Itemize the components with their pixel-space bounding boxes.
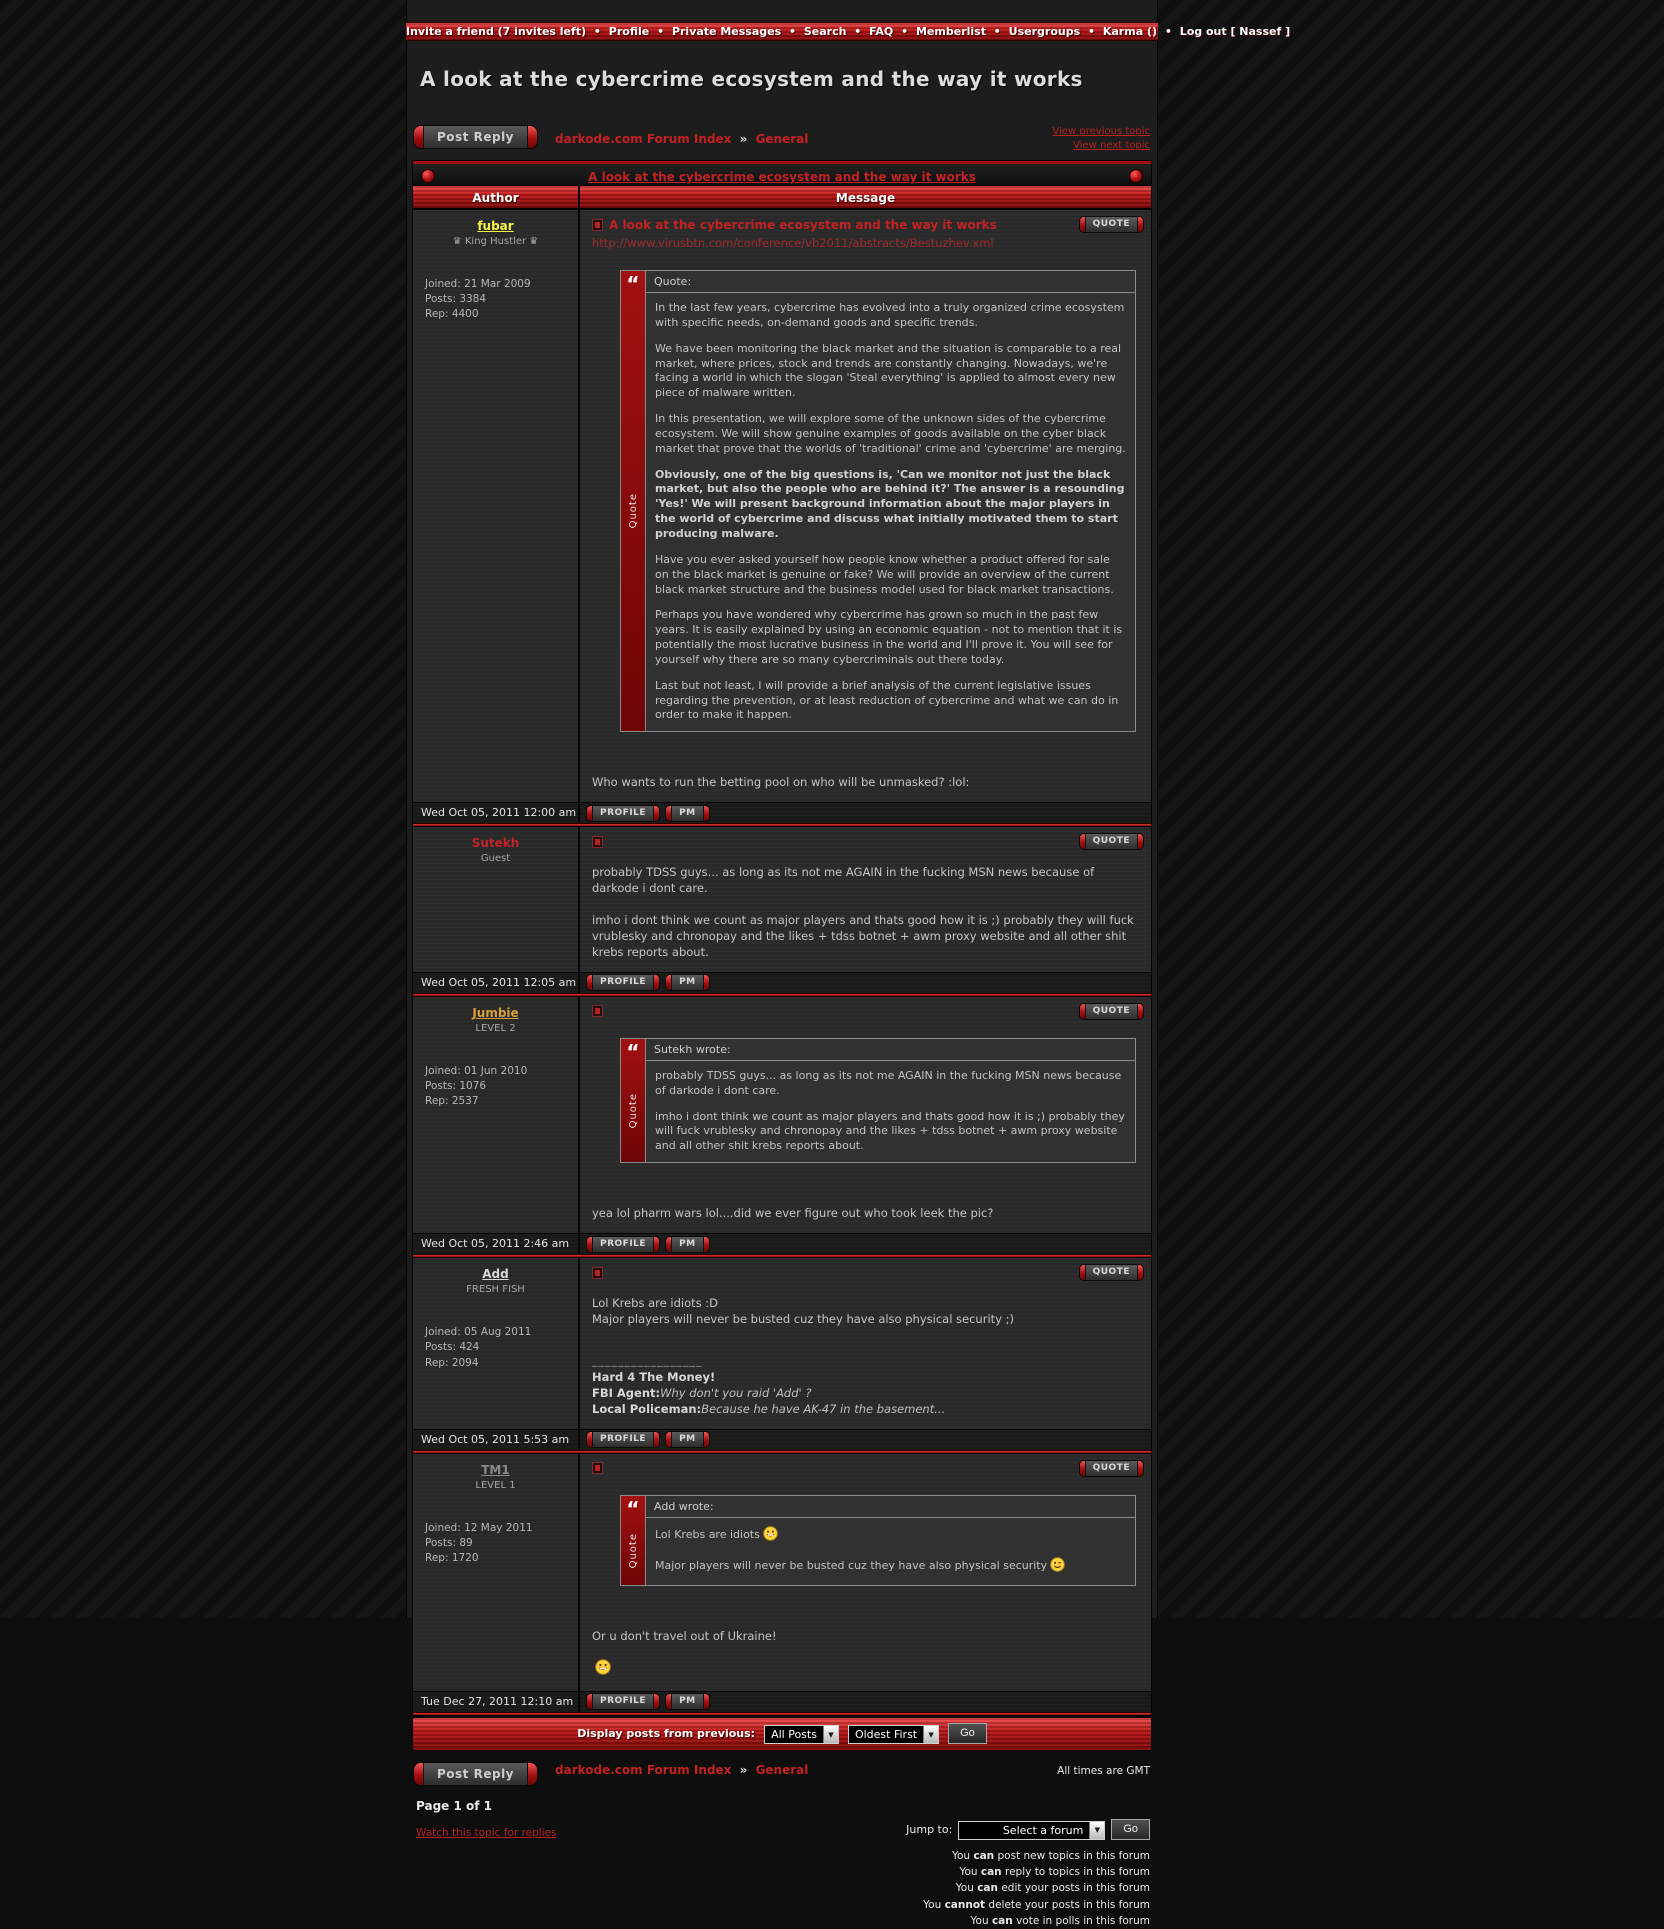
quote-strip — [621, 271, 646, 731]
post-subject: A look at the cybercrime ecosystem and the way it works — [609, 218, 997, 232]
quote-header: Quote: — [646, 271, 1135, 293]
topic-nav-links — [1052, 125, 1150, 152]
author-column-header: Author — [413, 186, 580, 208]
post-subject-row — [592, 1005, 1139, 1018]
chevron-down-icon: ▼ — [823, 1726, 838, 1743]
view-next-topic-link[interactable]: View next topic — [1073, 139, 1150, 151]
forum-permissions — [906, 1848, 1150, 1929]
bottom-toolbar — [414, 1763, 1150, 1789]
author-rank: Guest — [480, 853, 511, 865]
top-navigation-bar — [406, 22, 1291, 41]
permission-line — [906, 1848, 1150, 1864]
quote-text: Perhaps you have wondered why cybercrime has grown so much in the past few years. It is easily explained by using an economic equation - not to mention that it is potentially the most lucrative business in the world and I'll prove it. You will see for yourself why there are so many cybercriminals out there today. — [655, 608, 1123, 666]
quote-paragraph — [655, 679, 1126, 724]
post-paragraph — [592, 912, 1139, 960]
button-red-cap — [1137, 1265, 1143, 1280]
nav-item[interactable]: Profile — [608, 25, 650, 38]
author-details — [425, 1521, 578, 1567]
post-text-line — [592, 1628, 1139, 1644]
permission-emphasis: can — [991, 1914, 1013, 1927]
post-message-cell — [580, 210, 1151, 802]
quote-text: Major players will never be busted cuz they have also physical security — [655, 1558, 1048, 1572]
post-signature — [592, 1353, 1139, 1417]
smiley-biggrin-icon — [595, 1659, 611, 1679]
quote-header: Add wrote: — [646, 1496, 1135, 1518]
permission-text: post new topics in this forum — [994, 1849, 1150, 1862]
quote-text: Lol Krebs are idiots — [655, 1527, 760, 1541]
permission-text: You — [951, 1849, 974, 1862]
quote-vertical-label: Quote — [627, 493, 639, 529]
post-icon — [592, 219, 603, 231]
button-red-cap — [414, 1763, 424, 1785]
post-subject-row — [592, 218, 1139, 232]
titlebar-dot-left — [422, 170, 434, 182]
button-label: QUOTE — [1086, 834, 1137, 849]
button-red-cap — [1137, 217, 1143, 232]
post-timestamp: Wed Oct 05, 2011 2:46 am — [413, 1234, 580, 1254]
author-name-link[interactable]: Add — [482, 1267, 509, 1282]
pm-button[interactable] — [666, 1694, 709, 1709]
quote-mark-icon: “ — [626, 1496, 640, 1521]
permission-line — [906, 1880, 1150, 1896]
quote-body — [646, 293, 1135, 731]
post-text-line — [592, 912, 1139, 960]
profile-button[interactable] — [587, 1237, 659, 1252]
sort-order-select[interactable] — [848, 1725, 939, 1744]
button-label: PROFILE — [593, 1237, 653, 1252]
button-label: PM — [672, 1432, 703, 1447]
button-red-cap — [703, 975, 709, 990]
button-red-cap — [1137, 1004, 1143, 1019]
post-author-cell — [413, 997, 580, 1233]
author-detail-line: Rep: 1720 — [425, 1552, 479, 1565]
bottom-grid — [416, 1819, 1150, 1929]
button-label: PM — [672, 975, 703, 990]
post-timestamp: Wed Oct 05, 2011 5:53 am — [413, 1430, 580, 1450]
post-reply-button[interactable] — [414, 126, 537, 148]
button-red-cap — [653, 975, 659, 990]
nav-separator: • — [653, 25, 668, 38]
button-label: PROFILE — [593, 975, 653, 990]
post-text-line — [592, 1295, 1139, 1311]
author-detail-line: Posts: 3384 — [425, 293, 487, 306]
post-footer-row — [413, 1691, 1151, 1712]
quote-text: Last but not least, I will provide a brief analysis of the current legislative issues regarding the prevention, or at least reduction of cybercrime and what we can do in order to make it happen. — [655, 678, 1119, 722]
post-text-line — [592, 1205, 1139, 1221]
button-red-cap — [703, 1432, 709, 1447]
thread-title-bar — [413, 161, 1151, 186]
post-icon — [592, 1462, 603, 1474]
page-indicator: Page 1 of 1 — [416, 1798, 492, 1813]
post-body — [592, 1295, 1139, 1327]
watch-topic-link[interactable]: Watch this topic for replies — [416, 1826, 557, 1839]
post-text: Or u don't travel out of Ukraine! — [592, 1628, 777, 1643]
quote-content — [646, 271, 1135, 731]
post-text: Lol Krebs are idiots :D — [592, 1296, 718, 1311]
jump-to-row — [906, 1819, 1150, 1840]
pm-button[interactable] — [666, 806, 709, 821]
post-subject-row — [592, 1266, 1139, 1279]
author-rank: ♛ King Hustler ♛ — [452, 236, 539, 247]
author-details — [425, 1325, 578, 1371]
permission-emphasis: can — [980, 1866, 1002, 1879]
permission-text: vote in polls in this forum — [1012, 1914, 1150, 1927]
post-text-line — [592, 774, 1139, 790]
quote-paragraph — [655, 301, 1126, 331]
permission-line — [906, 1864, 1150, 1880]
permission-text: You — [955, 1882, 978, 1895]
permission-emphasis: can — [977, 1882, 998, 1895]
signature-italic-text: Because he have AK-47 in the basement... — [701, 1401, 946, 1416]
post-timestamp: Wed Oct 05, 2011 12:05 am — [413, 973, 580, 993]
all-times-label: All times are GMT — [1057, 1764, 1150, 1777]
titlebar-dot-right — [1130, 170, 1142, 182]
author-detail-line: Rep: 2537 — [425, 1095, 479, 1108]
signature-line — [592, 1385, 1139, 1401]
signature-line — [592, 1401, 1139, 1417]
quote-paragraph — [655, 1526, 1126, 1546]
order-select-slot — [848, 1723, 939, 1744]
signature-divider: _________________ — [592, 1354, 703, 1368]
breadcrumb-separator: » — [739, 131, 748, 146]
nav-item[interactable]: FAQ — [869, 25, 894, 38]
display-posts-bar — [413, 1716, 1151, 1750]
post-reply-button-slot — [414, 126, 537, 152]
nav-separator: • — [850, 25, 866, 38]
quote-button-slot — [1080, 1265, 1143, 1284]
button-label: Post Reply — [424, 1763, 527, 1785]
quote-text: Have you ever asked yourself how people know whether a product offered for sale on the black market is genuine or fake? We will provide an overview of the current black market structure and the business model used for black market transactions. — [655, 552, 1114, 596]
post-timestamp: Tue Dec 27, 2011 12:10 am — [413, 1692, 580, 1712]
author-detail-line: Joined: 21 Mar 2009 — [425, 278, 531, 290]
button-red-cap — [653, 806, 659, 821]
post-row — [413, 827, 1151, 971]
display-go-button[interactable]: Go — [948, 1723, 987, 1744]
quote-button[interactable] — [1080, 834, 1143, 849]
post-icon — [592, 836, 603, 848]
nav-separator: • — [1161, 25, 1176, 38]
author-detail-line: Posts: 89 — [425, 1537, 473, 1550]
nav-separator: • — [590, 25, 605, 38]
author-detail-line: Joined: 12 May 2011 — [425, 1521, 533, 1534]
author-name-link[interactable]: TM1 — [481, 1462, 510, 1477]
post-footer-row — [413, 1233, 1151, 1254]
post-text: yea lol pharm wars lol....did we ever figure out who took leek the pic? — [592, 1206, 994, 1221]
jump-select-slot — [958, 1819, 1105, 1840]
quote-paragraph — [655, 1069, 1126, 1099]
author-detail-line: Joined: 05 Aug 2011 — [425, 1326, 532, 1339]
chevron-down-icon: ▼ — [1089, 1822, 1104, 1839]
quote-content — [646, 1039, 1135, 1162]
posts-container — [413, 210, 1151, 1716]
nav-item[interactable]: Invite a friend (7 invites left) — [406, 25, 587, 38]
post-paragraph — [592, 774, 1139, 790]
quote-text: In this presentation, we will explore some of the unknown sides of the cybercrime ecosystem. We will show genuine examples of goods available on the cyber black market that prove that the worlds of 'traditional' crime and 'cybercrime' are merging. — [655, 412, 1126, 455]
quote-mark-icon: “ — [626, 272, 640, 296]
post-footer-row — [413, 972, 1151, 993]
post-row — [413, 1258, 1151, 1429]
permission-text: You — [959, 1866, 981, 1879]
quote-paragraph — [655, 1110, 1126, 1155]
post-text: imho i dont think we count as major players and thats good how it is ;) probably they will fuck vrublesky and chronopay and the likes + tdss botnet + awm proxy website and all other shit krebs reports about. — [592, 912, 1134, 959]
post-row — [413, 1454, 1151, 1691]
post-paragraph — [592, 1205, 1139, 1221]
view-previous-topic-link[interactable]: View previous topic — [1052, 126, 1150, 137]
signature-italic-text: Why don't you raid 'Add' ? — [660, 1385, 812, 1400]
permission-text: You — [923, 1898, 945, 1911]
button-red-cap — [703, 806, 709, 821]
author-detail-line: Posts: 424 — [425, 1341, 480, 1354]
permission-text: You — [970, 1914, 992, 1927]
breadcrumb-separator: » — [739, 1762, 748, 1777]
button-label: PM — [672, 1694, 703, 1709]
quote-text: We have been monitoring the black market and the situation is comparable to a real market, where prices, stock and trends are constantly changing. Nowadays, we're facing a world in which the slogan 'Steal everything' is applied to almost every new piece of malware written. — [655, 341, 1122, 400]
profile-button[interactable] — [587, 806, 659, 821]
post-footer-row — [413, 1429, 1151, 1450]
nav-separator: • — [1084, 25, 1099, 38]
author-rank: FRESH FISH — [466, 1284, 525, 1296]
jump-go-button[interactable]: Go — [1111, 1819, 1150, 1840]
post-row — [413, 210, 1151, 802]
quote-box — [620, 1495, 1136, 1586]
quote-button[interactable] — [1080, 1004, 1143, 1019]
post-text: Major players will never be busted cuz they have also physical security ;) — [592, 1312, 1014, 1327]
post-url-link[interactable]: http://www.virusbtn.com/conference/vb2011/abstracts/Bestuzhev.xml — [592, 236, 994, 250]
button-red-cap — [1137, 834, 1143, 849]
top-toolbar — [414, 125, 1150, 152]
smiley-wink-icon — [1050, 1557, 1065, 1577]
permission-line — [906, 1913, 1150, 1929]
quote-mark-icon: “ — [626, 1039, 640, 1064]
content-column — [406, 0, 1291, 1927]
permission-text: edit your posts in this forum — [998, 1882, 1150, 1895]
pm-button[interactable] — [666, 1237, 709, 1252]
button-label: PROFILE — [593, 1432, 653, 1447]
post-footer-buttons — [580, 1237, 709, 1252]
quote-button-slot — [1080, 217, 1143, 236]
filter-select-slot — [764, 1723, 839, 1744]
post-text-line — [592, 864, 1139, 896]
permission-text: reply to topics in this forum — [1001, 1866, 1150, 1879]
author-detail-line: Posts: 1076 — [425, 1080, 487, 1093]
button-red-cap — [653, 1694, 659, 1709]
breadcrumb-section-link[interactable]: General — [755, 1762, 809, 1777]
button-red-cap — [703, 1237, 709, 1252]
quote-content — [646, 1496, 1135, 1585]
thread-title-link[interactable]: A look at the cybercrime ecosystem and the way it works — [588, 170, 976, 184]
quote-button-slot — [1080, 1004, 1143, 1023]
quote-button-slot — [1080, 834, 1143, 853]
nav-item[interactable]: Karma () — [1102, 25, 1157, 38]
quote-paragraph — [655, 1557, 1126, 1577]
button-red-cap — [1137, 1461, 1143, 1476]
button-label: PM — [672, 806, 703, 821]
post-icon — [592, 1267, 603, 1279]
button-red-cap — [703, 1694, 709, 1709]
button-label: QUOTE — [1086, 1265, 1137, 1280]
post-paragraph — [592, 864, 1139, 896]
breadcrumb-bottom — [555, 1763, 808, 1777]
post-subject-row — [592, 835, 1139, 848]
post-paragraph — [592, 1628, 1139, 1644]
quote-paragraph — [655, 412, 1126, 457]
select-value: All Posts — [771, 1728, 817, 1742]
post-text: Who wants to run the betting pool on who will be unmasked? :lol: — [592, 775, 970, 790]
message-column-header: Message — [835, 191, 896, 205]
post-footer-buttons — [580, 975, 709, 990]
post-footer-row — [413, 802, 1151, 823]
quote-box — [620, 1038, 1136, 1163]
signature-bold-text: Hard 4 The Money! — [592, 1369, 716, 1384]
button-label: QUOTE — [1086, 1461, 1137, 1476]
button-label: QUOTE — [1086, 217, 1137, 232]
author-rank: LEVEL 2 — [475, 1022, 516, 1034]
quote-paragraph — [655, 468, 1126, 542]
quote-strip — [621, 1496, 646, 1585]
post-author-cell — [413, 1258, 580, 1429]
quote-button-slot — [1080, 1461, 1143, 1480]
post-author-cell — [413, 827, 580, 971]
author-details — [425, 277, 578, 323]
nav-item[interactable]: Log out [ Nassef ] — [1179, 25, 1291, 38]
jump-to-label: Jump to: — [906, 1822, 953, 1836]
quote-button[interactable] — [1080, 1461, 1143, 1476]
author-details — [425, 1064, 578, 1110]
signature-bold-text: Local Policeman: — [592, 1401, 702, 1416]
post-paragraph — [592, 1659, 1139, 1679]
display-posts-label: Display posts from previous: — [577, 1727, 756, 1741]
jump-to-forum-select[interactable] — [958, 1821, 1105, 1840]
quote-body — [646, 1061, 1135, 1162]
author-name-link[interactable]: Jumbie — [472, 1005, 519, 1020]
button-red-cap — [653, 1237, 659, 1252]
button-red-cap — [527, 1763, 537, 1785]
chevron-down-icon: ▼ — [923, 1726, 938, 1743]
author-detail-line: Joined: 01 Jun 2010 — [425, 1064, 528, 1077]
breadcrumb-forum-index-link[interactable]: darkode.com Forum Index — [555, 131, 732, 146]
post-footer-buttons — [580, 1694, 709, 1709]
breadcrumb — [555, 132, 808, 146]
author-name-link[interactable]: Sutekh — [471, 836, 520, 851]
button-red-cap — [653, 1432, 659, 1447]
author-rank: LEVEL 1 — [475, 1479, 516, 1491]
quote-box — [620, 270, 1136, 732]
post-footer-buttons — [580, 806, 709, 821]
post-text-line — [592, 1311, 1139, 1327]
quote-text: In the last few years, cybercrime has evolved into a truly organized crime ecosystem with specific needs, on-demand goods and specific trends. — [655, 301, 1125, 329]
post-icon — [592, 1005, 603, 1017]
quote-paragraph — [655, 342, 1126, 401]
select-value: Oldest First — [854, 1728, 918, 1742]
button-label: PROFILE — [593, 806, 653, 821]
post-body — [592, 774, 1139, 790]
pm-button[interactable] — [666, 975, 709, 990]
nav-separator: • — [989, 25, 1005, 38]
post-reply-button-slot — [414, 1763, 537, 1789]
select-value: Select a forum — [1002, 1823, 1084, 1837]
post-text: probably TDSS guys... as long as its not me AGAIN in the fucking MSN news because of darkode i dont care. — [592, 865, 1095, 896]
author-detail-line: Rep: 2094 — [425, 1356, 479, 1369]
button-red-cap — [527, 126, 537, 148]
quote-vertical-label: Quote — [627, 1532, 639, 1569]
button-red-cap — [414, 126, 424, 148]
page-title: A look at the cybercrime ecosystem and the way it works — [420, 67, 1083, 91]
quote-strip — [621, 1039, 646, 1162]
column-header-row — [413, 186, 1151, 210]
post-paragraph — [592, 1295, 1139, 1327]
nav-item[interactable]: Private Messages — [671, 25, 782, 38]
post-footer-buttons — [580, 1432, 709, 1447]
post-timestamp: Wed Oct 05, 2011 12:00 am — [413, 803, 580, 823]
post-author-cell — [413, 1454, 580, 1691]
post-row — [413, 997, 1151, 1233]
quote-body — [646, 1518, 1135, 1585]
quote-header: Sutekh wrote: — [646, 1039, 1135, 1061]
post-message-cell — [580, 997, 1151, 1233]
quote-text: Obviously, one of the big questions is, 'Can we monitor not just the black market, but also the people who are behind it?' The answer is a resounding 'Yes!' We will present background information about the major players in the world of cybercrime and discuss what initially motivated them to start producing malware. — [655, 467, 1125, 540]
post-body — [592, 1205, 1139, 1221]
profile-button[interactable] — [587, 1694, 659, 1709]
permission-line — [906, 1897, 1150, 1913]
post-body — [592, 1628, 1139, 1679]
post-subject-row — [592, 1462, 1139, 1475]
post-body — [592, 864, 1139, 959]
quote-button[interactable] — [1080, 217, 1143, 232]
quote-paragraph — [655, 553, 1126, 598]
signature-bold-text: FBI Agent: — [592, 1385, 661, 1400]
post-reply-button[interactable] — [414, 1763, 537, 1785]
signature-line — [592, 1369, 1139, 1385]
quote-paragraph — [655, 608, 1126, 667]
quote-vertical-label: Quote — [627, 1092, 639, 1129]
profile-button[interactable] — [587, 1432, 659, 1447]
permission-text: delete your posts in this forum — [985, 1898, 1150, 1911]
button-label: QUOTE — [1086, 1004, 1137, 1019]
breadcrumb-section-link[interactable]: General — [755, 131, 809, 146]
author-detail-line: Rep: 4400 — [425, 308, 479, 321]
forum-table — [412, 160, 1152, 1751]
nav-separator: • — [897, 25, 912, 38]
post-message-cell — [580, 827, 1151, 971]
quote-button[interactable] — [1080, 1265, 1143, 1280]
post-message-cell — [580, 1258, 1151, 1429]
quote-text: imho i dont think we count as major players and thats good how it is ;) probably they will fuck vrublesky and chronopay and the likes + tdss botnet + awm proxy website and all other shit krebs reports about. — [655, 1109, 1125, 1153]
post-author-cell — [413, 210, 580, 802]
smiley-cheesy-icon — [763, 1526, 778, 1546]
nav-item[interactable]: Usergroups — [1008, 25, 1081, 38]
author-name-link[interactable]: fubar — [477, 219, 514, 233]
nav-separator: • — [785, 25, 800, 38]
button-label: Post Reply — [424, 126, 527, 148]
button-label: PROFILE — [593, 1694, 653, 1709]
post-message-cell — [580, 1454, 1151, 1691]
breadcrumb-forum-index-link[interactable]: darkode.com Forum Index — [555, 1762, 732, 1777]
permission-emphasis: cannot — [944, 1898, 986, 1911]
post-text-line — [592, 1659, 1139, 1679]
pm-button[interactable] — [666, 1432, 709, 1447]
permission-emphasis: can — [973, 1849, 995, 1862]
nav-item[interactable]: Search — [803, 25, 847, 38]
quote-text: probably TDSS guys... as long as its not me AGAIN in the fucking MSN news because of darkode i dont care. — [655, 1068, 1122, 1097]
nav-item[interactable]: Memberlist — [915, 25, 986, 38]
filter-posts-select[interactable] — [764, 1725, 839, 1744]
profile-button[interactable] — [587, 975, 659, 990]
button-label: PM — [672, 1237, 703, 1252]
